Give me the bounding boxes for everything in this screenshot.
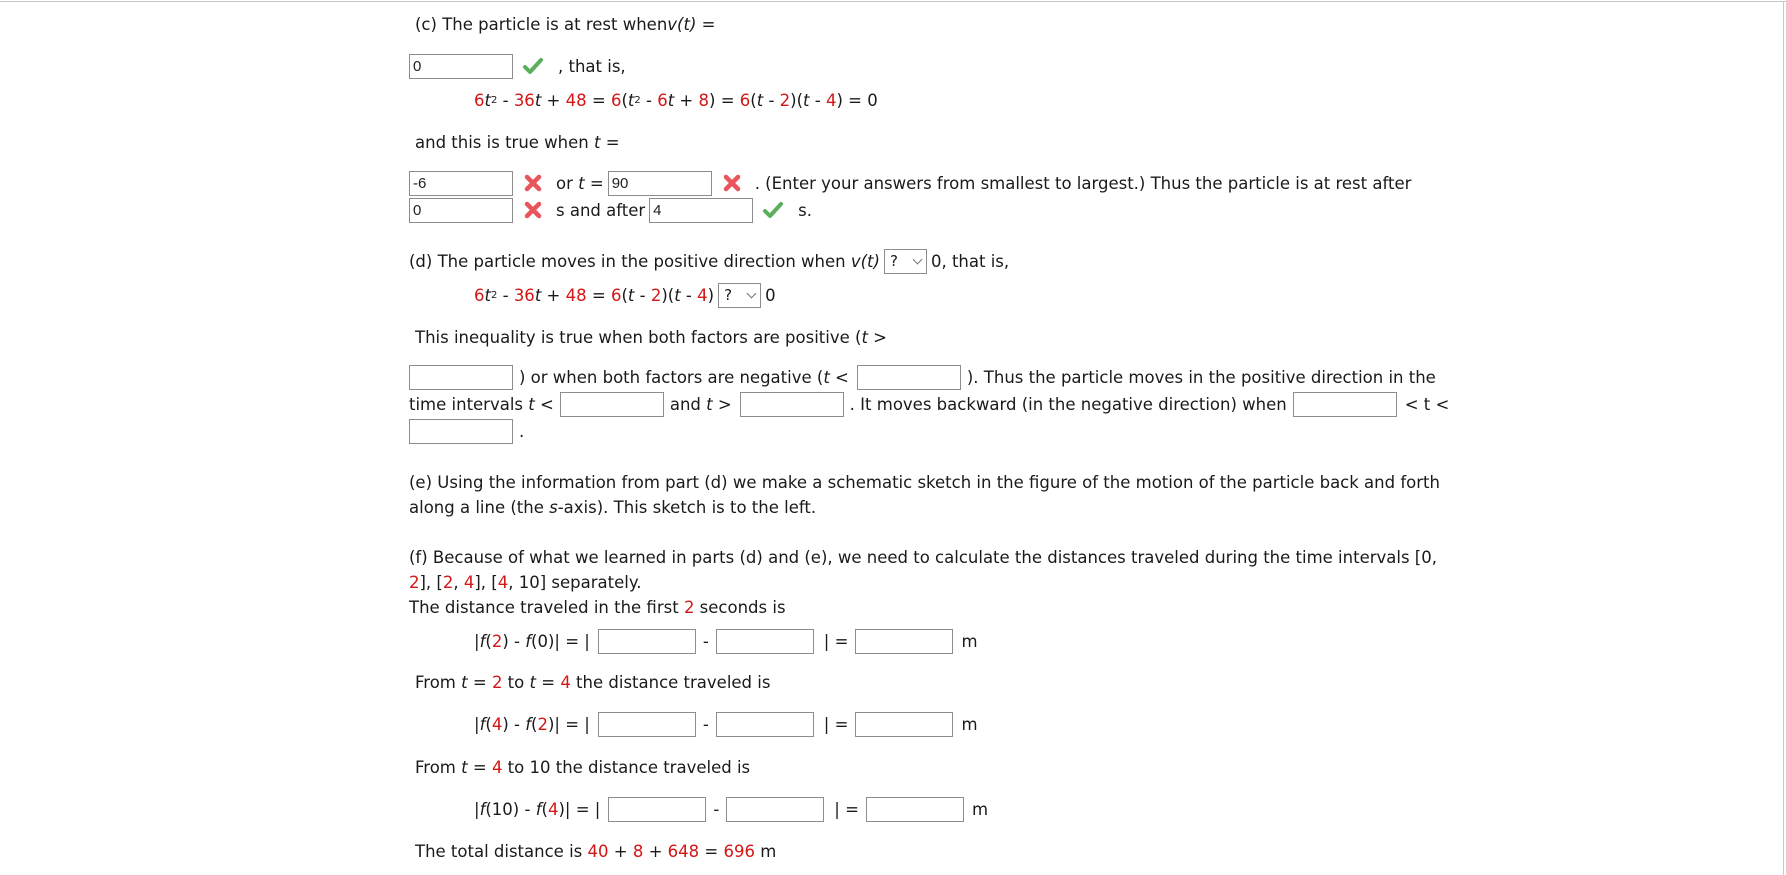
inequality-dropdown-2[interactable] [718,283,761,308]
txt: From [415,757,462,777]
dropdown-value: ? [724,286,733,304]
num: 648 [667,841,700,861]
part-f-text: (f) Because of what we learned in parts (d) and (e), we need to calculate the distances traveled during the time intervals [0, [409,547,1437,567]
zero-that-is-text: 0, that is, [930,251,1010,271]
thus-positive-text: ). Thus the particle moves in the positive direction in the [966,367,1436,387]
minus: - [702,714,709,734]
txt: to 10 the distance traveled is [502,757,751,777]
txt: ( [485,714,492,734]
cross-icon [522,173,544,193]
txt: ], [ [419,572,443,592]
f10-input[interactable] [608,797,706,822]
and-text: and [669,394,707,414]
op: ) = 0 [836,90,878,110]
txt: )| = | [547,714,590,734]
t-lt: t < [823,367,849,387]
cross-icon [522,200,544,220]
distance-expr-1 [474,628,978,654]
var-f: f [479,631,486,651]
coef: 48 [565,285,587,305]
roots-row [409,170,1411,196]
coef: 6 [474,285,485,305]
coef: 6 [474,90,485,110]
txt: , 10] separately. [508,572,642,592]
from-4-to-10-line [415,754,750,780]
txt: From [415,672,462,692]
var-t: t [461,757,468,777]
op: + [541,285,566,305]
unit-m: m [961,631,978,651]
distance2-input[interactable] [855,712,953,737]
part-e-text: -axis). This sketch is to the left. [557,497,817,517]
part-e-text: along a line (the [409,497,550,517]
num: 4 [463,572,475,592]
num: 4 [547,799,559,819]
num: 2 [683,597,695,617]
coef: 4 [697,285,708,305]
num: 2 [537,714,548,734]
part-e-line1 [409,469,1440,495]
txt: = [467,757,492,777]
rest-time1-input[interactable] [409,198,513,223]
bar-eq: | = [823,631,849,651]
txt: the distance traveled is [570,672,771,692]
var-t: t [534,285,542,305]
var-t: t [578,173,585,193]
exponent: 2 [634,94,641,106]
coef: 6 [610,90,622,110]
coef: 6 [739,90,751,110]
true-when-line [415,129,620,155]
var-t: t [461,672,468,692]
op: - [763,90,780,110]
txt: m [754,841,777,861]
distance3-input[interactable] [866,797,964,822]
op: - [640,90,658,110]
t-lt: t < [528,394,554,414]
op: = [586,90,611,110]
part-d-intro [409,248,1009,274]
var-t: t [484,90,491,110]
coef: 2 [650,285,662,305]
true-when-text: and this is true when [415,132,594,152]
var-f: f [525,714,532,734]
distance-expr-3 [474,796,988,822]
coef: 6 [610,285,622,305]
txt: = [467,672,492,692]
part-c-answer-row [409,53,626,79]
txt: (0)| = | [531,631,590,651]
coef: 36 [513,285,535,305]
txt: + [608,841,633,861]
rest-times-row [409,197,812,223]
that-is-text: , that is, [558,56,626,76]
num: 4 [497,572,509,592]
v-of-t: v(t) = [667,14,716,34]
t-equals: t = [593,132,620,152]
negative-interval-row [409,418,524,444]
num: 2 [491,672,503,692]
from-2-to-4-line [415,669,770,695]
check-icon [522,56,544,76]
var-f: f [479,799,486,819]
txt: ) - [502,714,526,734]
num: 4 [560,672,571,692]
velocity-zero-input[interactable] [409,54,513,79]
txt: seconds is [694,597,786,617]
paren: )( [661,285,675,305]
rest-time2-input[interactable] [649,198,753,223]
op: + [674,90,699,110]
txt: , [453,572,464,592]
t-gt: t > [861,327,887,347]
txt: | [474,631,480,651]
negative-interval-upper-input[interactable] [409,419,513,444]
op: - [634,285,651,305]
factors-row [409,364,1436,390]
coef: 2 [779,90,791,110]
coef: 48 [565,90,587,110]
root2-input[interactable] [608,171,712,196]
lt-t-lt-text: < t < [1404,394,1450,414]
f4-second-input[interactable] [726,797,824,822]
unit-m: m [961,714,978,734]
equals: = [584,173,604,193]
time-intervals-text: time intervals [409,394,529,414]
txt: The total distance is [415,841,588,861]
txt: )| = | [558,799,601,819]
txt: ( [531,714,538,734]
part-d-equation [474,282,776,308]
part-c-equation [474,87,878,113]
paren: ( [750,90,757,110]
num: 2 [491,631,503,651]
positive-interval-upper-input[interactable] [560,392,664,417]
txt: (10) - [485,799,536,819]
part-e-text: (e) Using the information from part (d) we make a schematic sketch in the figure of the motion of the particle back and forth [409,472,1440,492]
var-f: f [535,799,542,819]
txt: to [502,672,530,692]
var-t: t [534,90,542,110]
t-gt: t > [706,394,732,414]
num: 2 [409,572,420,592]
var-t: t [529,672,536,692]
distance1-input[interactable] [855,629,953,654]
part-c-intro [415,11,715,37]
paren: ( [621,285,628,305]
part-c-text: (c) The particle is at rest when [415,14,668,34]
dropdown-value: ? [889,252,898,270]
chevron-down-icon [913,254,923,264]
txt: = [535,672,561,692]
root1-input[interactable] [409,171,513,196]
op: - [809,90,826,110]
coef: 8 [698,90,710,110]
unit-m: m [971,799,989,819]
txt: = [699,841,724,861]
txt: ], [ [474,572,498,592]
paren: ) [707,285,715,305]
exponent: 2 [490,94,498,106]
top-border [0,1,1786,2]
both-positive-input[interactable] [409,365,513,390]
op: - [680,285,698,305]
num: 2 [442,572,454,592]
bar-eq: | = [834,799,859,819]
var-t: t [803,90,810,110]
var-f: f [479,714,486,734]
f2-input[interactable] [598,629,696,654]
part-d-text: (d) The particle moves in the positive direction when [409,251,851,271]
period-text: . [519,421,525,441]
total-distance-line [415,838,776,864]
or-negative-text: ) or when both factors are negative ( [519,367,824,387]
var-t: t [484,285,491,305]
op: = [586,285,611,305]
negative-interval-lower-input[interactable] [1293,392,1397,417]
var-t: t [667,90,675,110]
txt: | [474,799,480,819]
part-f-line1 [409,544,1437,570]
num: 40 [587,841,609,861]
f4-input[interactable] [598,712,696,737]
first-2-seconds-line [409,594,786,620]
minus: - [713,799,720,819]
cross-icon [721,173,743,193]
var-s: s [549,497,558,517]
var-t: t [627,90,635,110]
zero-text: 0 [765,285,776,305]
txt: ( [485,631,492,651]
num: 696 [723,841,755,861]
distance-expr-2 [474,711,978,737]
var-t: t [627,285,635,305]
op: - [497,90,514,110]
s-and-after-text: s and after [556,200,646,220]
op: ) = [709,90,740,110]
txt: | [474,714,480,734]
moves-backward-text: . It moves backward (in the negative direction) when [849,394,1287,414]
minus: - [702,631,709,651]
f0-input[interactable] [716,629,814,654]
txt: The distance traveled in the first [409,597,684,617]
txt: + [643,841,668,861]
v-of-t: v(t) [850,251,880,271]
s-end-text: s. [798,200,813,220]
var-f: f [525,631,532,651]
exponent: 2 [490,289,498,301]
op: - [497,285,514,305]
inequality-line [415,324,887,350]
both-negative-input[interactable] [857,365,961,390]
txt: ( [541,799,548,819]
right-border [1783,1,1784,875]
check-icon [762,200,784,220]
txt: ) - [502,631,526,651]
inequality-dropdown-1[interactable] [884,249,927,274]
intervals-row [409,391,1449,417]
inequality-text: This inequality is true when both factors are positive ( [415,327,862,347]
positive-interval-lower-input[interactable] [740,392,844,417]
var-t: t [674,285,681,305]
op: + [541,90,566,110]
num: 4 [491,757,503,777]
num: 4 [491,714,503,734]
instruction-text: . (Enter your answers from smallest to largest.) Thus the particle is at rest after [754,173,1412,193]
chevron-down-icon [747,288,757,298]
or-text: or [556,173,579,193]
coef: 6 [657,90,668,110]
paren: ( [621,90,628,110]
part-e-line2 [409,494,816,520]
var-t: t [756,90,764,110]
coef: 4 [825,90,837,110]
f2-second-input[interactable] [716,712,814,737]
coef: 36 [513,90,535,110]
num: 8 [632,841,644,861]
bar-eq: | = [823,714,849,734]
part-f-line2 [409,569,642,595]
paren: )( [790,90,804,110]
